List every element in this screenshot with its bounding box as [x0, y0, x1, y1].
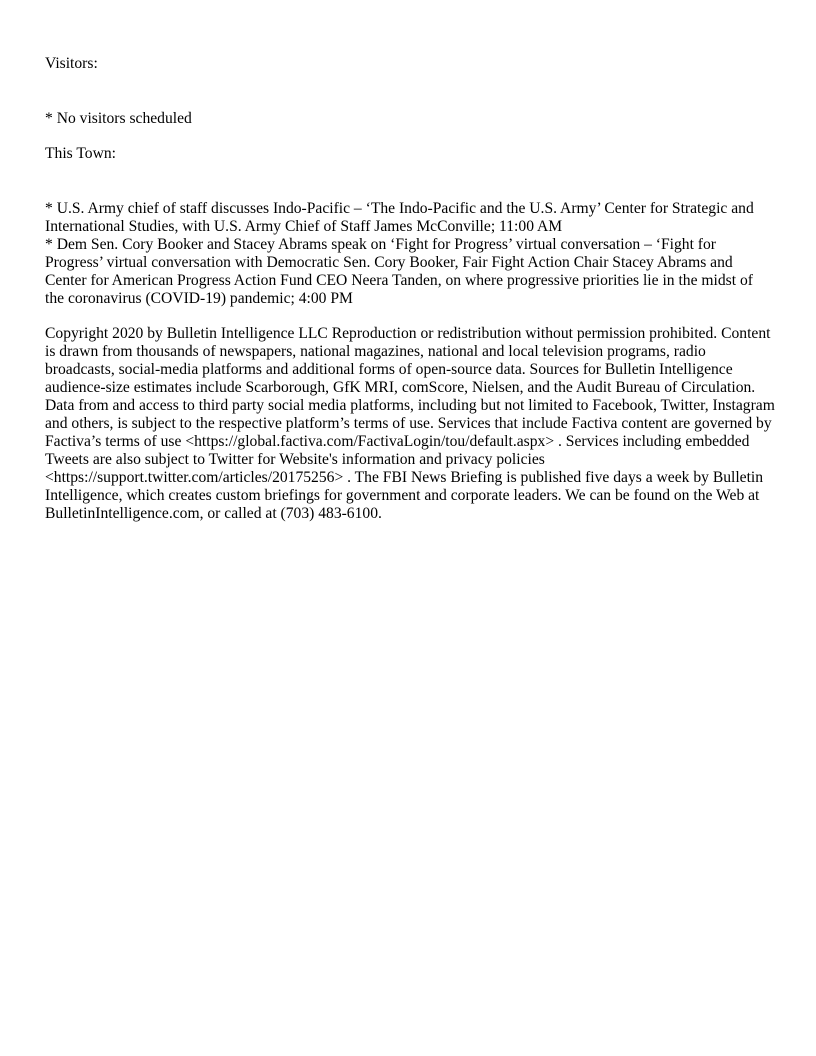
- this-town-list-item: * Dem Sen. Cory Booker and Stacey Abrams speak on ‘Fight for Progress’ virtual conversation – ‘Fight for Progress’ virtual conversation with Democratic Sen. Cory Booker, Fair Fight Action Chair Stacey Abrams and Center for American Progress Action Fund CEO Neera Tanden, on where progressive priorities lie in the midst of the coronavirus (COVID-19) pandemic; 4:00 PM: [45, 236, 753, 307]
- visitors-heading: Visitors:: [45, 55, 98, 72]
- this-town-heading: This Town:: [45, 145, 116, 162]
- copyright-notice: Copyright 2020 by Bulletin Intelligence LLC Reproduction or redistribution without permission prohibited. Content is drawn from thousands of newspapers, national magazines, national and local television programs, radio broadcasts, social-media platforms and additional forms of open-source data. Sources for Bulletin Intelligence audience-size estimates include Scarborough, GfK MRI, comScore, Nielsen, and the Audit Bureau of Circulation. Data from and access to third party social media platforms, including but not limited to Facebook, Twitter, Instagram and others, is subject to the respective platform’s terms of use. Services that include Factiva content are governed by Factiva’s terms of use <https://global.factiva.com/FactivaLogin/tou/default.aspx> . Services including embedded Tweets are also subject to Twitter for Website's information and privacy policies <https://support.twitter.com/articles/20175256> . The FBI News Briefing is published five days a week by Bulletin Intelligence, which creates custom briefings for government and corporate leaders. We can be found on the Web at BulletinIntelligence.com, or called at (703) 483-6100.: [45, 325, 775, 522]
- this-town-list: [45, 200, 775, 308]
- visitors-list-item: * No visitors scheduled: [45, 110, 192, 127]
- this-town-list-item: * U.S. Army chief of staff discusses Indo-Pacific – ‘The Indo-Pacific and the U.S. Army’ Center for Strategic and International Studies, with U.S. Army Chief of Staff James McConville; 11:00 AM: [45, 200, 754, 235]
- document-page: [45, 55, 775, 523]
